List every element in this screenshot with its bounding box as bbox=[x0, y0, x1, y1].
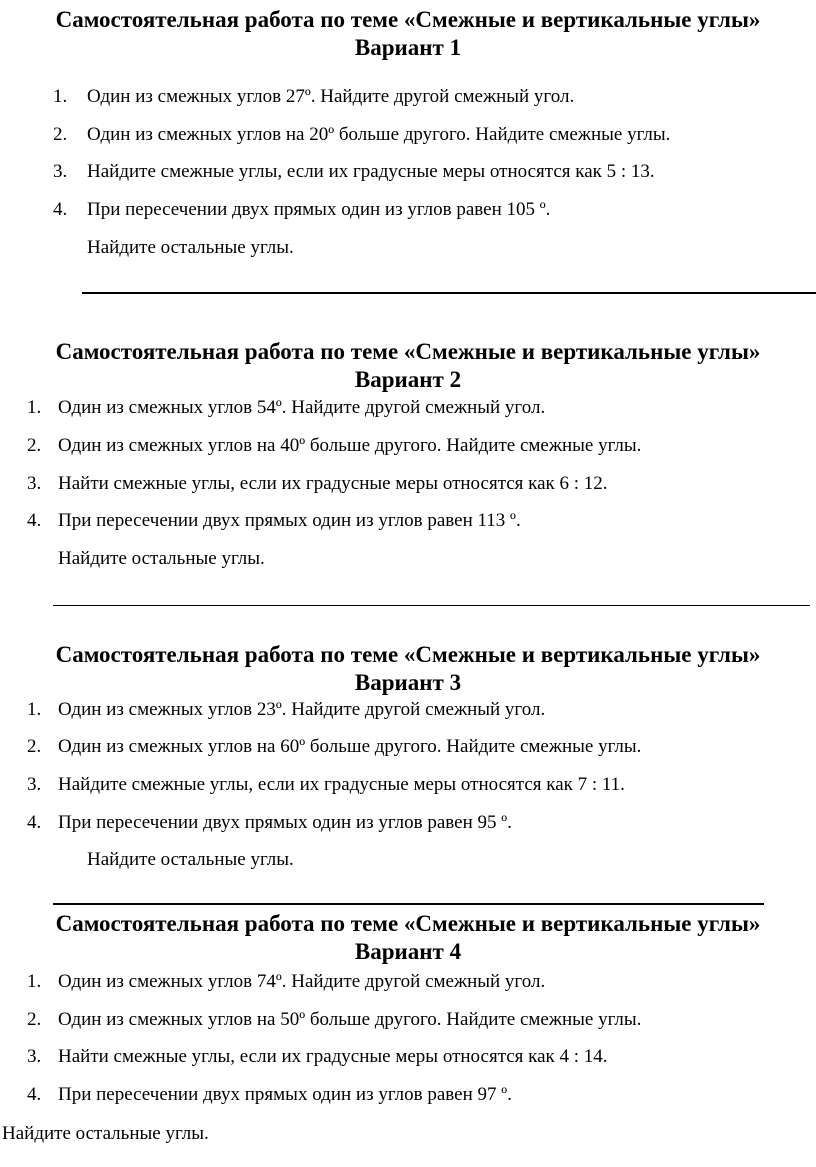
variant-3-item-1-number: 1. bbox=[27, 699, 42, 720]
variant-4-title: Самостоятельная работа по теме «Смежные и вертикальные углы» bbox=[55, 911, 761, 936]
variant-3-item-3: Найдите смежные углы, если их градусные меры относятся как 7 : 11. bbox=[58, 774, 625, 795]
variant-1-item-4: При пересечении двух прямых один из углов равен 105 º. bbox=[87, 199, 551, 220]
variant-2-item-1-number: 1. bbox=[27, 397, 42, 418]
variant-3-tail: Найдите остальные углы. bbox=[87, 849, 294, 870]
variant-1-tail: Найдите остальные углы. bbox=[87, 237, 294, 258]
variant-1-item-2: Один из смежных углов на 20º больше другого. Найдите смежные углы. bbox=[87, 124, 671, 145]
variant-2-item-3-number: 3. bbox=[27, 473, 42, 494]
variant-1-item-4-number: 4. bbox=[53, 199, 68, 220]
variant-3-item-1: Один из смежных углов 23º. Найдите другой смежный угол. bbox=[58, 699, 546, 720]
variant-2-subtitle: Вариант 2 bbox=[354, 367, 462, 392]
variant-2-item-2-number: 2. bbox=[27, 435, 42, 456]
variant-1-subtitle: Вариант 1 bbox=[354, 35, 462, 60]
variant-1-item-2-number: 2. bbox=[53, 124, 68, 145]
variant-3-item-4-number: 4. bbox=[27, 812, 42, 833]
variant-3-item-2-number: 2. bbox=[27, 736, 42, 757]
variant-4-item-1-number: 1. bbox=[27, 971, 42, 992]
variant-2-item-4: При пересечении двух прямых один из углов равен 113 º. bbox=[58, 510, 521, 531]
variant-1-item-1: Один из смежных углов 27º. Найдите другой смежный угол. bbox=[87, 86, 575, 107]
variant-2-item-3: Найти смежные углы, если их градусные меры относятся как 6 : 12. bbox=[58, 473, 608, 494]
variant-4-item-2-number: 2. bbox=[27, 1009, 42, 1030]
variant-2-item-4-number: 4. bbox=[27, 510, 42, 531]
variant-3-title: Самостоятельная работа по теме «Смежные и вертикальные углы» bbox=[55, 642, 761, 667]
variant-4-item-3-number: 3. bbox=[27, 1046, 42, 1067]
variant-4-item-4-number: 4. bbox=[27, 1084, 42, 1105]
variant-2-divider bbox=[53, 605, 810, 606]
variant-3-item-3-number: 3. bbox=[27, 774, 42, 795]
variant-4-item-1: Один из смежных углов 74º. Найдите другой смежный угол. bbox=[58, 971, 546, 992]
variant-4-tail: Найдите остальные углы. bbox=[2, 1123, 209, 1144]
variant-3-subtitle: Вариант 3 bbox=[354, 670, 462, 695]
variant-4-item-4: При пересечении двух прямых один из углов равен 97 º. bbox=[58, 1084, 512, 1105]
variant-4-item-3: Найти смежные углы, если их градусные меры относятся как 4 : 14. bbox=[58, 1046, 608, 1067]
variant-1-divider bbox=[82, 292, 816, 294]
variant-1-item-3-number: 3. bbox=[53, 161, 68, 182]
variant-2-title: Самостоятельная работа по теме «Смежные и вертикальные углы» bbox=[55, 339, 761, 364]
variant-3-item-4: При пересечении двух прямых один из углов равен 95 º. bbox=[58, 812, 512, 833]
variant-1-item-1-number: 1. bbox=[53, 86, 68, 107]
variant-1-title: Самостоятельная работа по теме «Смежные и вертикальные углы» bbox=[55, 7, 761, 32]
variant-2-item-1: Один из смежных углов 54º. Найдите другой смежный угол. bbox=[58, 397, 546, 418]
variant-2-item-2: Один из смежных углов на 40º больше другого. Найдите смежные углы. bbox=[58, 435, 642, 456]
variant-3-divider bbox=[53, 903, 764, 905]
variant-3-item-2: Один из смежных углов на 60º больше другого. Найдите смежные углы. bbox=[58, 736, 642, 757]
variant-1-item-3: Найдите смежные углы, если их градусные меры относятся как 5 : 13. bbox=[87, 161, 655, 182]
variant-4-item-2: Один из смежных углов на 50º больше другого. Найдите смежные углы. bbox=[58, 1009, 642, 1030]
variant-4-subtitle: Вариант 4 bbox=[354, 939, 462, 964]
variant-2-tail: Найдите остальные углы. bbox=[58, 548, 265, 569]
